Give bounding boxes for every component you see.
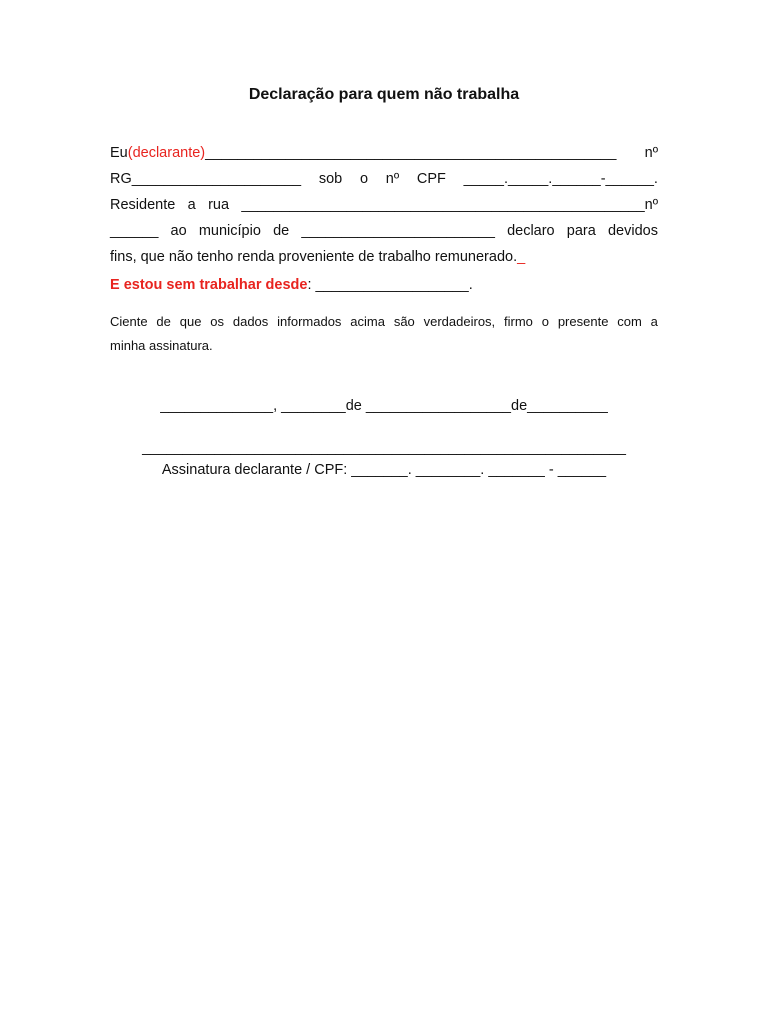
red-underscore: _ xyxy=(517,249,526,265)
word: acima xyxy=(350,314,385,329)
word: sob xyxy=(318,171,343,187)
word: a xyxy=(650,314,658,329)
word: a xyxy=(187,197,196,213)
word: Ciente xyxy=(110,314,148,329)
word: ao xyxy=(170,223,187,239)
word: os xyxy=(210,314,225,329)
street-blank: __________________________________________________nº xyxy=(241,197,658,213)
word: Residente xyxy=(110,197,176,213)
declaration-line-4 xyxy=(110,218,658,244)
word: firmo xyxy=(504,314,533,329)
municipality-blank: ________________________ xyxy=(301,223,495,239)
unemployed-since-blank: : ___________________. xyxy=(307,277,473,293)
declaration-line-1 xyxy=(110,140,658,166)
word: dados xyxy=(232,314,269,329)
acknowledgement-line-1 xyxy=(110,310,658,334)
word: com xyxy=(617,314,642,329)
word: CPF xyxy=(416,171,446,187)
declarant-prefix: Eu xyxy=(110,145,128,161)
word: informados xyxy=(277,314,342,329)
word: rua xyxy=(208,197,230,213)
word: presente xyxy=(557,314,609,329)
declarant-field xyxy=(110,140,616,166)
number-abbrev: nº xyxy=(644,145,658,161)
declaration-body xyxy=(110,140,658,298)
declaration-line-3 xyxy=(110,192,658,218)
word: município xyxy=(198,223,261,239)
word: nº xyxy=(385,171,400,187)
declaration-line-5 xyxy=(110,244,658,270)
acknowledgement-paragraph xyxy=(110,310,658,358)
word: RG_____________________ xyxy=(110,171,302,187)
word: verdadeiros, xyxy=(423,314,496,329)
word: de xyxy=(156,314,171,329)
number-blank: ______ xyxy=(110,223,159,239)
declarant-placeholder: (declarante) xyxy=(127,145,206,161)
declarant-blank: ___________________________________________________ xyxy=(205,145,617,161)
unemployed-since-label: E estou sem trabalhar desde xyxy=(110,277,308,293)
word: o xyxy=(359,171,369,187)
word: que xyxy=(179,314,202,329)
word: de xyxy=(273,223,290,239)
word: devidos xyxy=(607,223,658,239)
declaration-line-6 xyxy=(110,272,658,298)
word: o xyxy=(541,314,549,329)
signature-label: Assinatura declarante / CPF: _______. ________. _______ - ______ xyxy=(161,462,607,478)
cpf-blank: _____._____.______-______. xyxy=(463,171,658,187)
declaration-line-2 xyxy=(110,166,658,192)
word: declaro xyxy=(507,223,555,239)
signature-line: ____________________________________________________________ xyxy=(142,440,626,456)
word: para xyxy=(566,223,596,239)
place-date-line: ______________, ________de __________________de__________ xyxy=(160,398,608,414)
document-title: Declaração para quem não trabalha xyxy=(248,86,520,103)
word: são xyxy=(393,314,415,329)
acknowledgement-line-2: minha assinatura. xyxy=(110,338,213,353)
no-income-statement: fins, que não tenho renda proveniente de trabalho remunerado. xyxy=(110,249,518,265)
